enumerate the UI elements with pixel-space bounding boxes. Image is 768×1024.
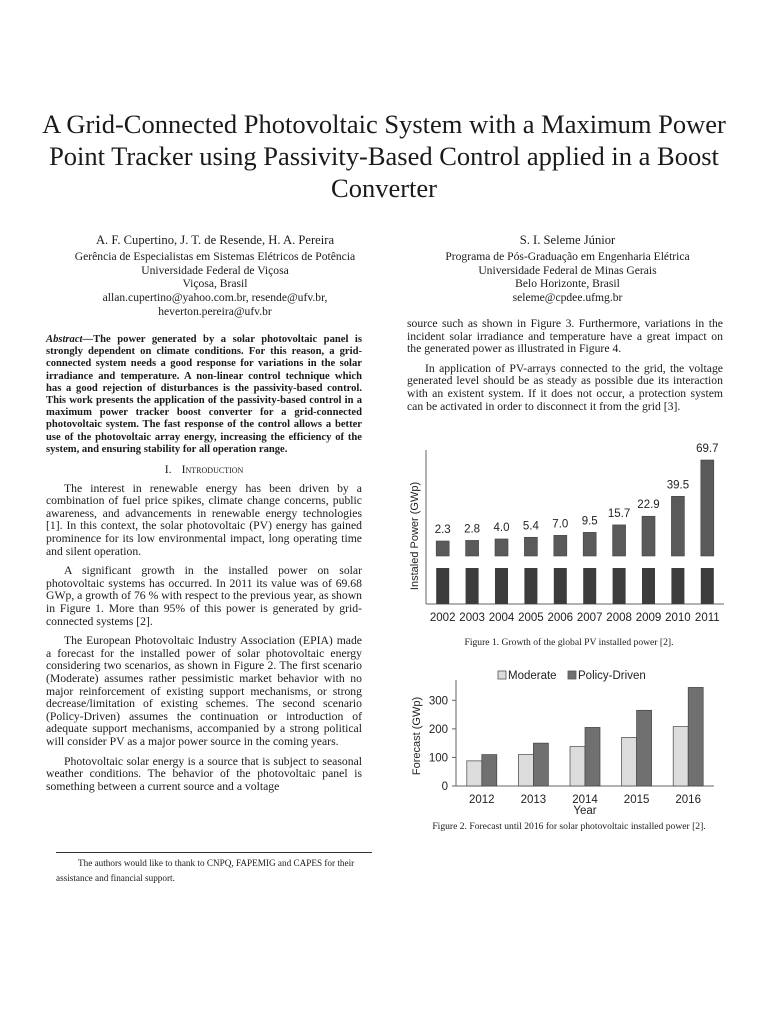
figure-2-bar-moderate	[673, 727, 688, 786]
paper-title: A Grid-Connected Photovoltaic System with a Maximum Power Point Tracker using Passivity-Based Control applied in a Boost Converter	[42, 109, 726, 203]
figure-1-bar-upper	[524, 537, 537, 556]
figure-1-bar-upper	[642, 516, 655, 556]
legend-swatch-policy	[568, 671, 576, 679]
paragraph: source such as shown in Figure 3. Furthermore, variations in the incident solar irradiance and temperature have a great impact on the generated power as illustrated in Figure 4.	[407, 317, 723, 356]
abstract-label: Abstract	[46, 334, 83, 345]
figure-2-bar-policy-driven	[482, 755, 497, 786]
figure-2-x-tick-label: 2013	[520, 794, 547, 806]
figure-1-data-label: 15.7	[607, 507, 631, 520]
author-names: S. I. Seleme Júnior	[519, 233, 616, 247]
figure-2-bar-moderate	[518, 755, 533, 786]
figure-2-y-tick-label: 300	[428, 695, 448, 708]
figure-1-data-label: 5.4	[522, 520, 539, 533]
abstract-text: —The power generated by a solar photovoltaic panel is strongly dependent on climate conditions. For this reason, a grid-connected system needs a good response for variations in the solar irradiance and temperature. A non-linear control technique which has a good rejection of disturbances is the passivity-based control. This work presents the application of the passivity-based control in a maximum power tracker boost converter for a grid-connected photovoltaic system. The fast response of the control allows a better use of the photovoltaic array energy, increasing the efficiency of the system, and ensuring stability for all operation range.	[46, 334, 362, 455]
figure-1-data-label: 9.5	[581, 515, 598, 528]
paragraph: A significant growth in the installed power on solar photovoltaic systems has occurred. In 2011 its value was of 69.68 GWp, a growth of 76 % with respect to the previous year, as shown in Figure 1. More than 95% of this power is generated by grid-connected systems [2].	[46, 564, 362, 628]
figure-2-bar-policy-driven	[533, 743, 548, 786]
figure-2-xlabel: Year	[573, 805, 597, 816]
figure-1-data-label: 39.5	[666, 479, 690, 492]
figure-1-bar-lower	[642, 568, 655, 604]
figure-1-chart	[404, 438, 732, 656]
figure-1-tick-label: 2007	[576, 612, 603, 624]
figure-2-y-tick-label: 100	[428, 752, 448, 765]
figure-1-data-label: 7.0	[552, 518, 569, 531]
affiliation-line: Viçosa, Brasil	[182, 277, 248, 291]
figure-1-tick-label: 2005	[518, 612, 544, 624]
figure-2-legend	[498, 670, 646, 682]
footnote-rule	[56, 852, 372, 853]
figure-1-bar-lower	[613, 568, 626, 604]
figure-1-bar-upper	[613, 525, 626, 556]
figure-2-bar-moderate	[467, 761, 482, 786]
abstract	[46, 334, 362, 456]
section-title: Introduction	[181, 462, 244, 477]
figure-1-bar-lower	[524, 568, 537, 604]
figure-2-x-tick-label: 2015	[623, 794, 650, 806]
figure-1-bar-upper	[554, 535, 567, 556]
affiliation-line: Gerência de Especialistas em Sistemas Elétricos de Potência	[74, 249, 356, 263]
figure-2-y-tick-label: 200	[428, 723, 448, 736]
author-block-left	[40, 234, 390, 319]
paragraph: Photovoltaic solar energy is a source that is subject to seasonal weather conditions. The behavior of the photovoltaic panel is something between a current source and a voltage	[46, 754, 362, 793]
paragraph: The European Photovoltaic Industry Association (EPIA) made a forecast for the installed power of solar photovoltaic energy considering two scenarios, as shown in Figure 2. The first scenario (Moderate) assumes rather pessimistic market behavior with no major reinforcement of existing support mechanisms, or strong decrease/limitation of existing schemes. The second scenario (Policy-Driven) assumes the continuation or introduction of adequate support mechanisms, accompanied by a strong political will consider PV as a major power source in the coming years.	[46, 634, 362, 748]
figure-1-bars	[430, 443, 720, 624]
figure-1-tick-label: 2010	[665, 612, 691, 624]
figure-2-bar-moderate	[622, 737, 637, 786]
affiliation-line: Belo Horizonte, Brasil	[515, 277, 620, 291]
author-block-right	[400, 234, 735, 305]
figure-2-x-tick-label: 2016	[675, 794, 701, 806]
figure-2-x-tick-label: 2014	[572, 794, 598, 806]
author-email: seleme@cpdee.ufmg.br	[512, 291, 623, 305]
legend-label-policy: Policy-Driven	[578, 670, 646, 682]
figure-1-bar-upper	[495, 539, 508, 556]
figure-1-bar-lower	[495, 568, 508, 604]
paragraph: The interest in renewable energy has been driven by a combination of fuel price spikes, climate change concerns, public awareness, and advancements in renewable energy technologies [1]. In this context, the solar photovoltaic (PV) energy has gained prominence for its low environmental impact, long operating time and silent operation.	[46, 481, 362, 558]
figure-1-ylabel: Instaled Power (GWp)	[409, 481, 421, 591]
figure-1-bar-upper	[671, 496, 684, 556]
figure-1-tick-label: 2002	[429, 612, 456, 624]
figure-2-y-tick-label: 0	[441, 781, 448, 793]
affiliation-line: Universidade Federal de Minas Gerais	[478, 263, 657, 277]
figure-2-bar-policy-driven	[637, 710, 652, 786]
figure-1-data-label: 4.0	[493, 521, 510, 534]
figure-1-bar-upper	[466, 540, 479, 556]
figure-1-tick-label: 2008	[606, 612, 632, 624]
figure-1-tick-label: 2004	[488, 612, 515, 624]
figure-1-tick-label: 2003	[459, 612, 485, 624]
figure-1-tick-label: 2006	[547, 612, 574, 624]
figure-2-bars	[429, 687, 703, 806]
footnote: The authors would like to thank to CNPQ, FAPEMIG and CAPES for their assistance and financial support.	[56, 858, 355, 883]
section-number: I.	[164, 462, 172, 477]
right-column	[407, 318, 723, 420]
affiliation-line: Universidade Federal de Viçosa	[141, 263, 289, 277]
figure-2-caption: Figure 2. Forecast until 2016 for solar photovoltaic installed power [2].	[432, 821, 706, 832]
figure-2-bar-moderate	[570, 747, 585, 786]
paragraph: In application of PV-arrays connected to the grid, the voltage generated level should be as steady as possible due its interaction with an existent system. If it does not occur, a protection system can be activated in order to disconnect it from the grid [3].	[407, 361, 723, 413]
legend-label-moderate: Moderate	[508, 670, 557, 682]
figure-1-tick-label: 2009	[635, 612, 662, 624]
figure-1-bar-lower	[701, 568, 714, 604]
left-column	[46, 334, 362, 800]
figure-1-bar-lower	[671, 568, 684, 604]
figure-1-tick-label: 2011	[694, 612, 720, 624]
author-names: A. F. Cupertino, J. T. de Resende, H. A. Pereira	[95, 233, 335, 247]
figure-1-data-label: 2.3	[434, 524, 451, 536]
figure-1-bar-upper	[436, 541, 449, 556]
figure-2-bar-policy-driven	[688, 687, 703, 786]
figure-1-bar-lower	[554, 568, 567, 604]
affiliation-line: Programa de Pós-Graduação em Engenharia Elétrica	[445, 249, 690, 263]
author-email: allan.cupertino@yahoo.com.br, resende@ufv.br,	[102, 291, 328, 305]
figure-2-x-tick-label: 2012	[469, 794, 495, 806]
figure-2-chart	[404, 664, 732, 816]
author-email: heverton.pereira@ufv.br	[158, 304, 272, 318]
figure-1-bar-lower	[583, 568, 596, 604]
figure-1-data-label: 22.9	[637, 499, 660, 512]
figure-1-caption: Figure 1. Growth of the global PV installed power [2].	[464, 637, 674, 648]
figure-1-bar-lower	[466, 568, 479, 604]
figure-1-data-label: 69.7	[696, 443, 719, 455]
section-heading	[46, 463, 362, 476]
figure-1-bar-upper	[583, 532, 596, 556]
legend-swatch-moderate	[498, 671, 506, 679]
figure-1-data-label: 2.8	[464, 523, 481, 536]
figure-1-bar-lower	[436, 568, 449, 604]
figure-1-bar-upper	[701, 460, 714, 556]
figure-2-ylabel: Forecast (GWp)	[411, 696, 423, 776]
figure-2-bar-policy-driven	[585, 727, 600, 786]
